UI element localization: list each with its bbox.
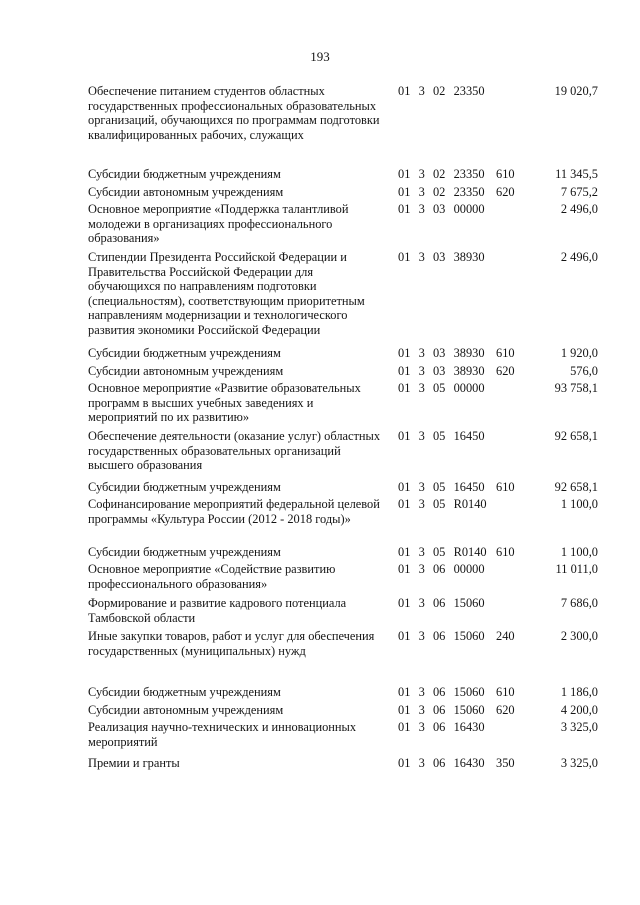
row-code: 01 3 06 15060 <box>398 685 485 699</box>
row-amount: 1 186,0 <box>560 685 598 699</box>
row-name: Субсидии бюджетным учреждениям <box>88 545 281 559</box>
row-name: Обеспечение питанием студентов областных государственных профессиональных образовательных организаций, обучающихся по программам подготовки квалифицированных рабочих, служащих <box>88 84 380 142</box>
row-name: Стипендии Президента Российской Федерации и Правительства Российской Федерации для обучающихся по направлениям подготовки (специальностям), соответствующим приоритетным направлениям модернизации и технологического развития экономики Российской Федерации <box>88 250 365 337</box>
row-name: Основное мероприятие «Содействие развитию профессионального образования» <box>88 562 336 591</box>
row-amount: 92 658,1 <box>554 429 598 443</box>
row-amount: 2 496,0 <box>560 250 598 264</box>
row-code: 01 3 05 R0140 <box>398 545 487 559</box>
row-name: Премии и гранты <box>88 756 180 770</box>
row-name: Иные закупки товаров, работ и услуг для обеспечения государственных (муниципальных) нужд <box>88 629 375 658</box>
row-expense-type: 610 <box>496 480 515 494</box>
row-name: Реализация научно-технических и инновационных мероприятий <box>88 720 357 749</box>
row-code: 01 3 06 00000 <box>398 562 485 576</box>
row-amount: 3 325,0 <box>560 756 598 770</box>
row-expense-type: 610 <box>496 167 515 181</box>
row-name: Субсидии автономным учреждениям <box>88 364 284 378</box>
row-amount: 576,0 <box>570 364 598 378</box>
row-code: 01 3 06 15060 <box>398 596 485 610</box>
row-code: 01 3 05 16450 <box>398 429 485 443</box>
row-name: Субсидии бюджетным учреждениям <box>88 685 281 699</box>
row-code: 01 3 06 16430 <box>398 720 485 734</box>
row-code: 01 3 05 00000 <box>398 381 485 395</box>
row-amount: 1 100,0 <box>560 497 598 511</box>
row-expense-type: 350 <box>496 756 515 770</box>
page-number: 193 <box>310 49 330 64</box>
row-code: 01 3 06 16430 <box>398 756 485 770</box>
row-amount: 1 920,0 <box>560 346 598 360</box>
row-amount: 93 758,1 <box>554 381 598 395</box>
row-code: 01 3 02 23350 <box>398 185 485 199</box>
row-amount: 2 496,0 <box>560 202 598 216</box>
row-amount: 7 675,2 <box>560 185 598 199</box>
row-expense-type: 610 <box>496 346 515 360</box>
row-name: Субсидии бюджетным учреждениям <box>88 167 281 181</box>
row-code: 01 3 03 38930 <box>398 250 485 264</box>
row-code: 01 3 06 15060 <box>398 629 485 643</box>
row-code: 01 3 02 23350 <box>398 84 485 98</box>
row-name: Субсидии автономным учреждениям <box>88 185 284 199</box>
row-code: 01 3 05 16450 <box>398 480 485 494</box>
row-name: Субсидии автономным учреждениям <box>88 703 284 717</box>
row-code: 01 3 03 38930 <box>398 346 485 360</box>
row-code: 01 3 02 23350 <box>398 167 485 181</box>
row-code: 01 3 06 15060 <box>398 703 485 717</box>
row-name: Основное мероприятие «Поддержка талантливой молодежи в организациях профессионального образования» <box>88 202 349 246</box>
row-expense-type: 610 <box>496 685 515 699</box>
row-name: Обеспечение деятельности (оказание услуг) областных государственных образовательных организаций высшего образования <box>88 429 381 473</box>
row-amount: 11 345,5 <box>555 167 598 181</box>
row-expense-type: 240 <box>496 629 515 643</box>
row-name: Софинансирование мероприятий федеральной целевой программы «Культура России (2012 - 2018 годы)» <box>88 497 380 526</box>
row-code: 01 3 03 38930 <box>398 364 485 378</box>
row-name: Субсидии бюджетным учреждениям <box>88 346 281 360</box>
row-code: 01 3 03 00000 <box>398 202 485 216</box>
row-amount: 4 200,0 <box>560 703 598 717</box>
row-expense-type: 620 <box>496 703 515 717</box>
row-expense-type: 620 <box>496 185 515 199</box>
row-name: Формирование и развитие кадрового потенциала Тамбовской области <box>88 596 347 625</box>
row-amount: 3 325,0 <box>560 720 598 734</box>
row-name: Субсидии бюджетным учреждениям <box>88 480 281 494</box>
row-amount: 7 686,0 <box>560 596 598 610</box>
row-amount: 1 100,0 <box>560 545 598 559</box>
row-expense-type: 610 <box>496 545 515 559</box>
row-name: Основное мероприятие «Развитие образовательных программ в высших учебных заведениях и мероприятий по их развитию» <box>88 381 361 425</box>
row-amount: 2 300,0 <box>560 629 598 643</box>
row-code: 01 3 05 R0140 <box>398 497 487 511</box>
row-expense-type: 620 <box>496 364 515 378</box>
row-amount: 92 658,1 <box>554 480 598 494</box>
row-amount: 19 020,7 <box>554 84 598 98</box>
row-amount: 11 011,0 <box>555 562 598 576</box>
